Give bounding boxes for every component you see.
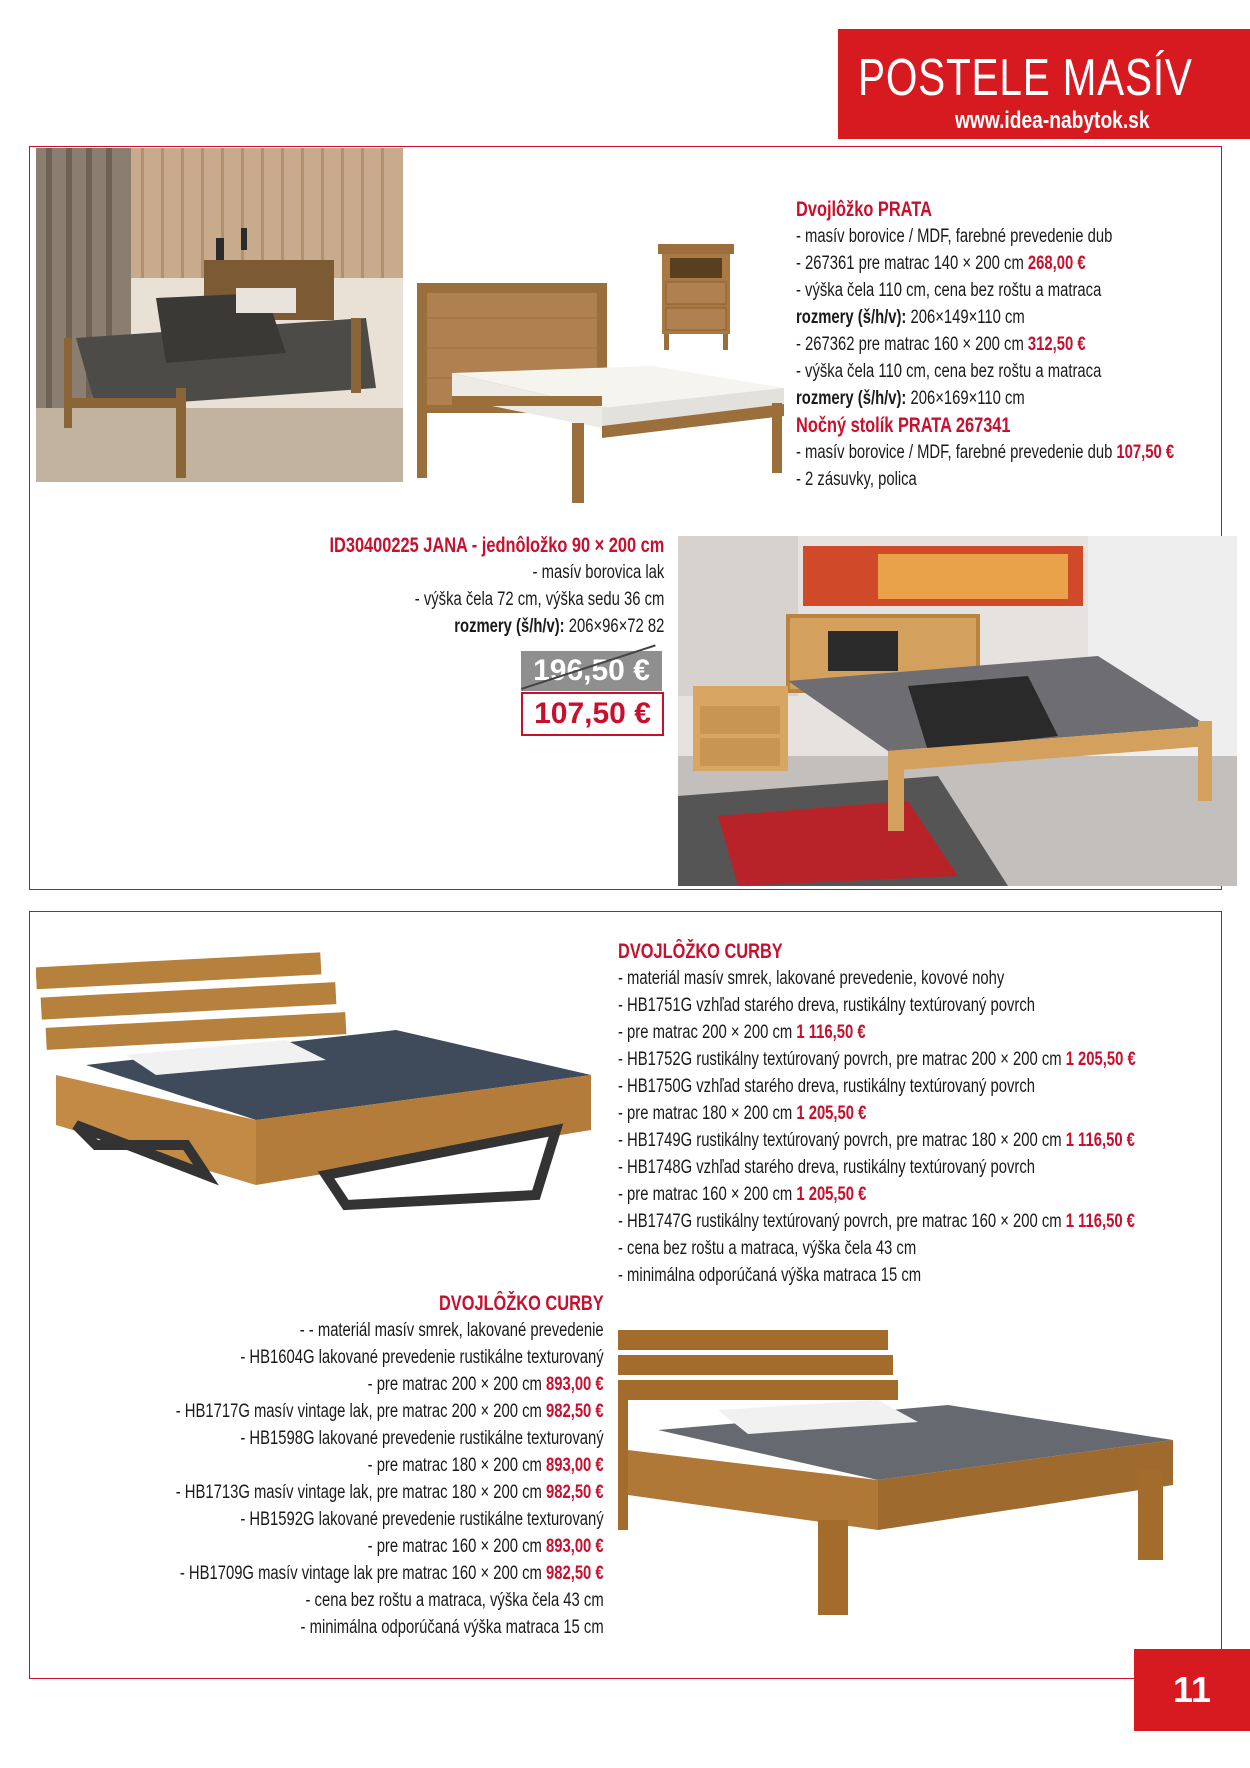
price: 1 205,50 € — [796, 1184, 867, 1205]
nightstand-title: Nočný stolík PRATA 267341 — [796, 414, 1011, 437]
price: 893,00 € — [546, 1455, 604, 1476]
prata-spec-line: - masív borovice / MDF, farebné prevedenie dub — [796, 226, 1113, 247]
curby-spec-line: - HB1598G lakované prevedenie rustikálne texturovaný — [240, 1428, 604, 1449]
prata-dimensions: rozmery (š/h/v): 206×149×110 cm — [796, 307, 1025, 328]
curby-spec-line: - HB1749G rustikálny textúrovaný povrch, pre matrac 180 × 200 cm 1 116,50 € — [618, 1130, 1135, 1151]
curby-spec-line: - HB1604G lakované prevedenie rustikálne texturovaný — [240, 1347, 604, 1368]
curby-spec-line: - minimálna odporúčaná výška matraca 15 cm — [618, 1265, 922, 1286]
curby-bed-wooden-legs-image — [618, 1330, 1178, 1620]
price: 982,50 € — [546, 1401, 604, 1422]
curby-left-title: DVOJLÔŽKO CURBY — [439, 1292, 604, 1315]
price: 893,00 € — [546, 1374, 604, 1395]
price: 1 116,50 € — [1065, 1130, 1135, 1151]
prata-spec-line: - 267362 pre matrac 160 × 200 cm 312,50 € — [796, 334, 1086, 355]
price: 1 116,50 € — [1065, 1211, 1135, 1232]
prata-nightstand-image — [656, 242, 736, 352]
prata-spec-line: - výška čela 110 cm, cena bez roštu a matraca — [796, 361, 1102, 382]
page-title: POSTELE MASÍV — [858, 49, 1193, 107]
price: 982,50 € — [546, 1482, 604, 1503]
price: 1 116,50 € — [796, 1022, 866, 1043]
jana-spec-line: - výška čela 72 cm, výška sedu 36 cm — [414, 589, 664, 610]
nightstand-spec-line: - masív borovice / MDF, farebné prevedenie dub 107,50 € — [796, 442, 1175, 463]
curby-spec-line: - pre matrac 180 × 200 cm 893,00 € — [367, 1455, 604, 1476]
curby-spec-line: - HB1750G vzhľad starého dreva, rustikálny textúrovaný povrch — [618, 1076, 1036, 1097]
prata-title: Dvojlôžko PRATA — [796, 198, 932, 221]
curby-spec-line: - pre matrac 160 × 200 cm 1 205,50 € — [618, 1184, 867, 1205]
prata-spec-line: - výška čela 110 cm, cena bez roštu a matraca — [796, 280, 1102, 301]
curby-spec-line: - pre matrac 200 × 200 cm 1 116,50 € — [618, 1022, 866, 1043]
price: 268,00 € — [1027, 253, 1086, 274]
old-price: 196,50 € — [521, 651, 662, 691]
curby-spec-line: - pre matrac 160 × 200 cm 893,00 € — [367, 1536, 604, 1557]
jana-title: ID30400225 JANA - jednôložko 90 × 200 cm — [329, 534, 664, 557]
curby-bed-metal-legs-image — [36, 945, 596, 1238]
curby-spec-line: - HB1717G masív vintage lak, pre matrac 200 × 200 cm 982,50 € — [176, 1401, 604, 1422]
curby-spec-line: - minimálna odporúčaná výška matraca 15 cm — [300, 1617, 604, 1638]
curby-right-title: DVOJLÔŽKO CURBY — [618, 940, 783, 963]
price: 312,50 € — [1027, 334, 1086, 355]
curby-spec-line: - cena bez roštu a matraca, výška čela 43 cm — [305, 1590, 604, 1611]
curby-spec-line: - HB1748G vzhľad starého dreva, rustikálny textúrovaný povrch — [618, 1157, 1036, 1178]
curby-spec-line: - - materiál masív smrek, lakované prevedenie — [300, 1320, 604, 1341]
page-number: 11 — [1134, 1649, 1250, 1731]
price: 893,00 € — [546, 1536, 604, 1557]
curby-spec-line: - materiál masív smrek, lakované prevedenie, kovové nohy — [618, 968, 1005, 989]
curby-spec-line: - HB1709G masív vintage lak pre matrac 160 × 200 cm 982,50 € — [180, 1563, 604, 1584]
curby-left-description — [176, 1290, 604, 1641]
website-url[interactable]: www.idea-nabytok.sk — [955, 107, 1150, 134]
price: 982,50 € — [546, 1563, 604, 1584]
sale-price: 107,50 € — [521, 692, 664, 736]
jana-spec-line: - masív borovica lak — [532, 562, 664, 583]
price: 1 205,50 € — [1065, 1049, 1136, 1070]
prata-dimensions: rozmery (š/h/v): 206×169×110 cm — [796, 388, 1025, 409]
curby-spec-line: - HB1752G rustikálny textúrovaný povrch, pre matrac 200 × 200 cm 1 205,50 € — [618, 1049, 1136, 1070]
curby-spec-line: - HB1747G rustikálny textúrovaný povrch, pre matrac 160 × 200 cm 1 116,50 € — [618, 1211, 1135, 1232]
curby-spec-line: - pre matrac 200 × 200 cm 893,00 € — [367, 1374, 604, 1395]
curby-spec-line: - HB1713G masív vintage lak, pre matrac 180 × 200 cm 982,50 € — [176, 1482, 604, 1503]
jana-description — [329, 532, 664, 640]
price: 107,50 € — [1116, 442, 1175, 463]
prata-spec-line: - 267361 pre matrac 140 × 200 cm 268,00 € — [796, 253, 1086, 274]
curby-spec-line: - HB1592G lakované prevedenie rustikálne texturovaný — [240, 1509, 604, 1530]
prata-room-photo — [36, 148, 403, 482]
curby-spec-line: - pre matrac 180 × 200 cm 1 205,50 € — [618, 1103, 867, 1124]
curby-spec-line: - HB1751G vzhľad starého dreva, rustikálny textúrovaný povrch — [618, 995, 1036, 1016]
nightstand-spec-line: - 2 zásuvky, polica — [796, 469, 917, 490]
jana-dimensions: rozmery (š/h/v): 206×96×72 82 — [453, 616, 664, 637]
curby-right-description — [618, 938, 1136, 1289]
price: 1 205,50 € — [796, 1103, 867, 1124]
jana-room-photo — [678, 536, 1237, 886]
curby-spec-line: - cena bez roštu a matraca, výška čela 43 cm — [618, 1238, 917, 1259]
prata-description — [796, 196, 1174, 493]
